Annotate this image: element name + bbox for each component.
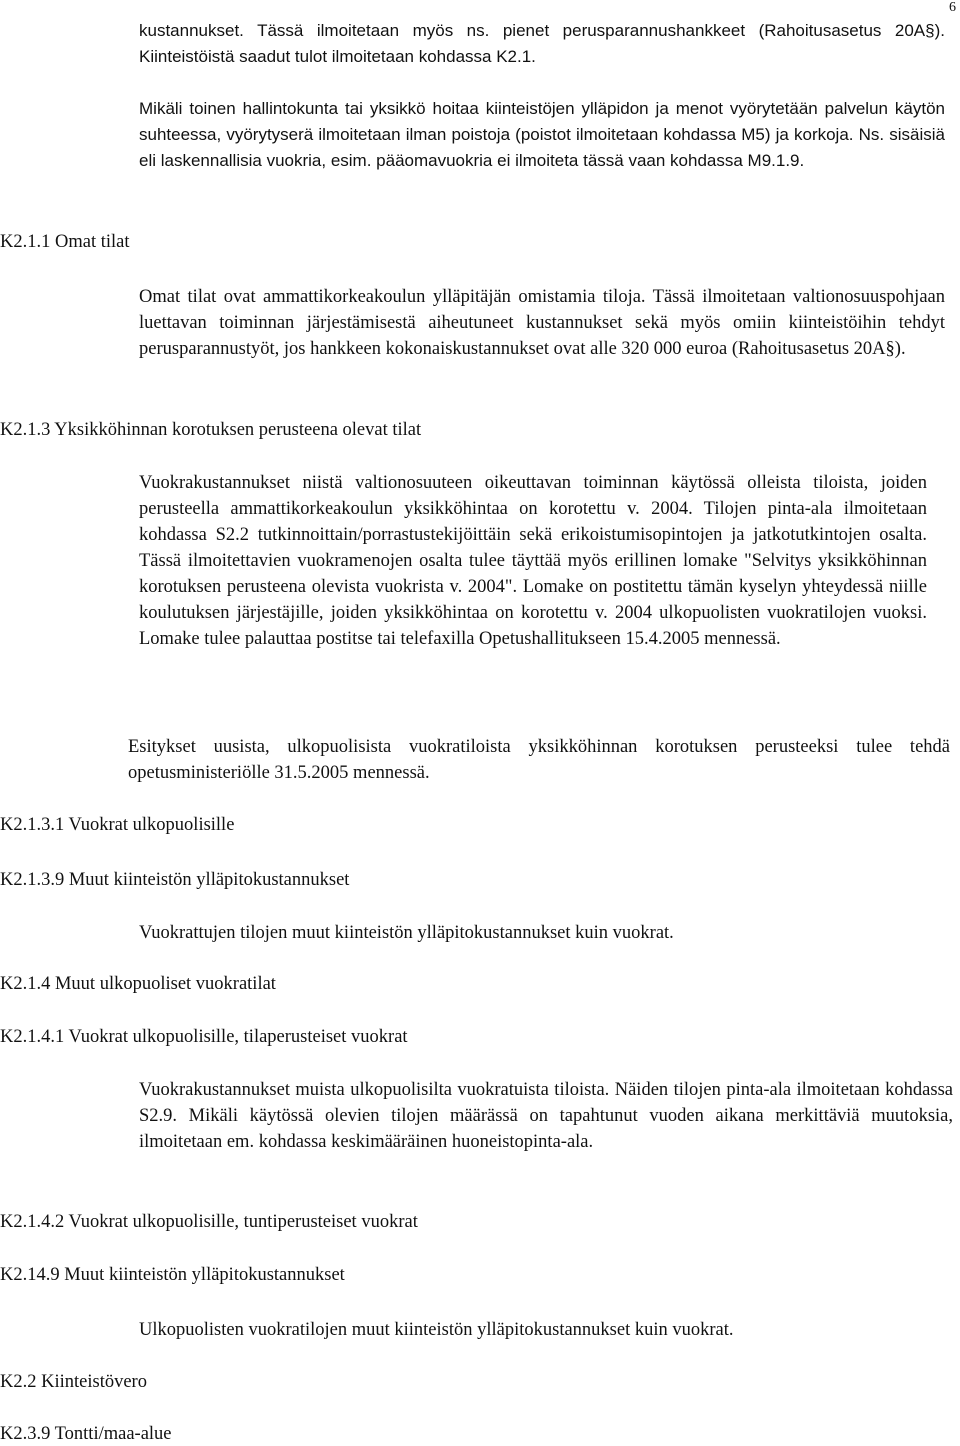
heading-k2-1-4-1: K2.1.4.1 Vuokrat ulkopuolisille, tilaperusteiset vuokrat <box>0 1027 408 1047</box>
heading-k2-1-4-2: K2.1.4.2 Vuokrat ulkopuolisille, tuntiperusteiset vuokrat <box>0 1212 418 1232</box>
external-other-costs-paragraph: Ulkopuolisten vuokratilojen muut kiinteistön ylläpitokustannukset kuin vuokrat. <box>139 1320 734 1340</box>
proposals-paragraph: Esitykset uusista, ulkopuolisista vuokratiloista yksikköhinnan korotuksen perusteeksi tulee tehdä opetusministeriölle 31.5.2005 mennessä. <box>128 737 950 783</box>
heading-k2-14-9: K2.14.9 Muut kiinteistön ylläpitokustannukset <box>0 1265 345 1285</box>
heading-k2-1-1: K2.1.1 Omat tilat <box>0 232 130 252</box>
heading-k2-1-3-1: K2.1.3.1 Vuokrat ulkopuolisille <box>0 815 235 835</box>
space-based-paragraph: Vuokrakustannukset muista ulkopuolisilta vuokratuista tiloista. Näiden tilojen pinta-ala ilmoitetaan kohdassa S2.9. Mikäli käytössä olevien tilojen määrässä on tapahtunut vuoden aikana merkittäviä muutoksia, ilmoitetaan em. kohdassa keskimääräinen huoneistopinta-ala. <box>139 1080 953 1152</box>
own-premises-paragraph: Omat tilat ovat ammattikorkeakoulun ylläpitäjän omistamia tiloja. Tässä ilmoitetaan valtionosuuspohjaan luettavan toiminnan järjestämisestä aiheutuneet kustannukset sekä myös omiin kiinteistöihin tehdyt perusparannustyöt, jos hankkeen kokonaiskustannukset ovat alle 320 000 euroa (Rahoitusasetus 20A§). <box>139 287 945 359</box>
other-costs-paragraph: Vuokrattujen tilojen muut kiinteistön ylläpitokustannukset kuin vuokrat. <box>139 923 674 943</box>
heading-k2-1-4: K2.1.4 Muut ulkopuoliset vuokratilat <box>0 974 276 994</box>
intro-paragraph: kustannukset. Tässä ilmoitetaan myös ns. pienet perusparannushankkeet (Rahoitusasetus 20A§). Kiinteistöistä saadut tulot ilmoitetaan kohdassa K2.1. <box>139 21 945 66</box>
page-number: 6 <box>949 0 956 15</box>
heading-k2-1-3-9: K2.1.3.9 Muut kiinteistön ylläpitokustannukset <box>0 870 350 890</box>
unit-price-paragraph: Vuokrakustannukset niistä valtionosuuteen oikeuttavan toiminnan käytössä olleista tiloista, joiden perusteella ammattikorkeakoulun yksikköhintaa on korotettu v. 2004. Tilojen pinta-ala ilmoitetaan kohdassa S2.2 tutkinnoittain/porrastustekijöittäin sekä erikoistumisopintojen ja jatkotutkintojen osalta. Tässä ilmoitettavien vuokramenojen osalta tulee täyttää myös erillinen lomake "Selvitys yksikköhinnan korotuksen perusteena olevista vuokrista v. 2004". Lomake on postitettu tämän kyselyn yhteydessä niille koulutuksen järjestäjille, joiden yksikköhintaa on korotettu v. 2004 ulkopuolisten vuokratilojen vuoksi. Lomake tulee palauttaa postitse tai telefaxilla Opetushallitukseen 15.4.2005 mennessä. <box>139 473 927 649</box>
heading-k2-1-3: K2.1.3 Yksikköhinnan korotuksen perusteena olevat tilat <box>0 420 422 440</box>
heading-k2-3-9: K2.3.9 Tontti/maa-alue <box>0 1424 172 1444</box>
allocation-paragraph: Mikäli toinen hallintokunta tai yksikkö hoitaa kiinteistöjen ylläpidon ja menot vyörytetään palvelun käytön suhteessa, vyörytyserä ilmoitetaan ilman poistoja (poistot ilmoitetaan kohdassa M5) ja korkoja. Ns. sisäisiä eli laskennallisia vuokria, esim. pääomavuokria ei ilmoiteta tässä vaan kohdassa M9.1.9. <box>139 99 945 170</box>
heading-k2-2: K2.2 Kiinteistövero <box>0 1372 147 1392</box>
